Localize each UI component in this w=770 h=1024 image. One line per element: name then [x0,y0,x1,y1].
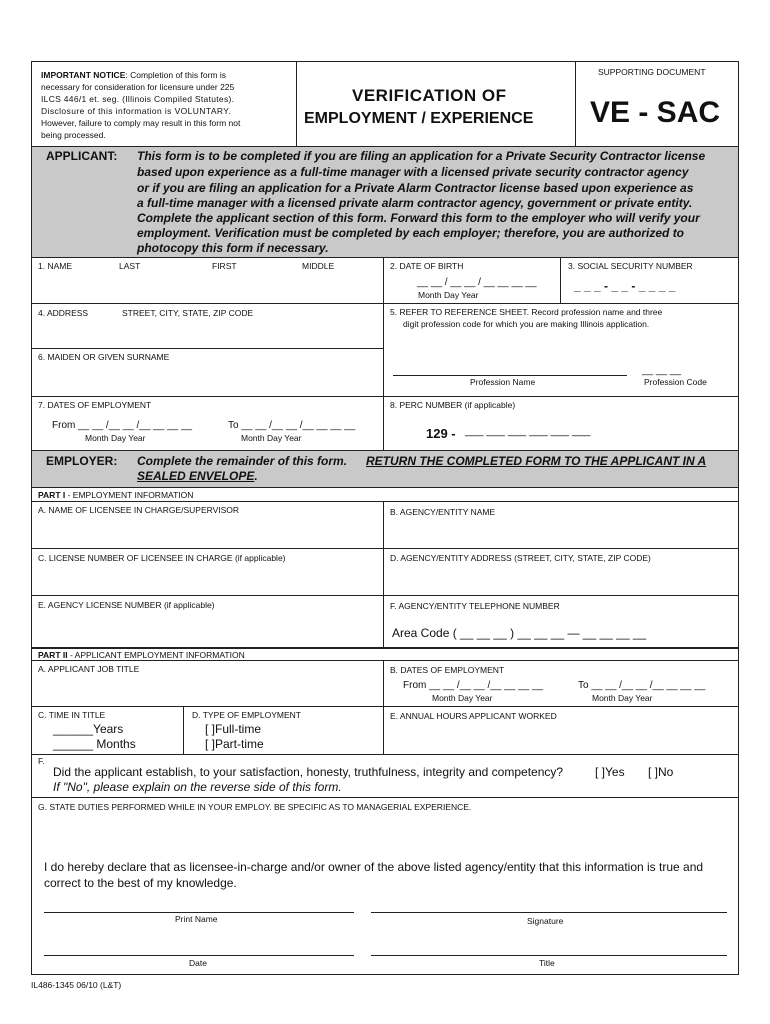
name-input[interactable] [34,274,380,300]
part1-f-label: F. AGENCY/ENTITY TELEPHONE NUMBER [390,601,560,611]
declaration-line2: correct to the best of my knowledge. [44,876,237,890]
annual-hours-input[interactable] [386,724,736,752]
part1-a-label: A. NAME OF LICENSEE IN CHARGE/SUPERVISOR [38,505,240,515]
employer-instruction: Complete the remainder of this form. [137,454,348,468]
months-input[interactable]: ______ Months [53,737,136,751]
profession-name-label: Profession Name [470,377,536,387]
employer-return-text: RETURN THE COMPLETED FORM TO THE APPLICANT IN A [366,454,707,468]
profession-code-input[interactable]: __ __ __ [642,365,681,376]
declaration-line1: I do hereby declare that as licensee-in-charge and/or owner of the above listed agency/entity that this information is true and [44,860,704,874]
profession-code-label: Profession Code [644,377,707,387]
applicant-label: APPLICANT: [46,149,118,163]
employer-envelope: SEALED ENVELOPE. [137,469,258,483]
part2-b-label: B. DATES OF EMPLOYMENT [390,665,505,675]
signature-line[interactable] [371,912,727,913]
dob-input[interactable]: __ __ / __ __ / __ __ __ __ [417,277,537,288]
profession-name-line[interactable] [393,375,627,376]
emp-from-input[interactable]: From __ __ /__ __ /__ __ __ __ [403,680,544,691]
part1-e-label: E. AGENCY LICENSE NUMBER (if applicable) [38,600,215,610]
form-title-line1: VERIFICATION OF [352,86,507,105]
part1-c-label: C. LICENSE NUMBER OF LICENSEE IN CHARGE (if applicable) [38,553,286,563]
title-line[interactable] [371,955,727,956]
dates-label: 7. DATES OF EMPLOYMENT [38,400,152,410]
name-last: LAST [119,261,141,271]
address-input[interactable] [34,320,380,346]
job-title-input[interactable] [34,677,380,704]
license-number-input[interactable] [34,566,380,593]
dates-from-sub: Month Day Year [85,433,146,443]
address-sub: STREET, CITY, STATE, ZIP CODE [122,308,254,318]
dates-to-input[interactable]: To __ __ /__ __ /__ __ __ __ [228,420,356,431]
emp-from-sub: Month Day Year [432,693,493,703]
part2-d-label: D. TYPE OF EMPLOYMENT [192,710,301,720]
dob-label: 2. DATE OF BIRTH [390,261,464,271]
name-label: 1. NAME [38,261,73,271]
part2-a-label: A. APPLICANT JOB TITLE [38,664,140,674]
date-label: Date [189,958,207,968]
emp-to-sub: Month Day Year [592,693,653,703]
print-name-line[interactable] [44,912,354,913]
notice-line: necessary for consideration for licensure under 225 [41,82,235,92]
form-title-line2: EMPLOYMENT / EXPERIENCE [304,110,534,127]
perc-prefix: 129 - [426,426,456,441]
competency-no-checkbox[interactable]: [ ]No [648,765,674,779]
header-divider-2 [575,61,576,146]
part1-b-label: B. AGENCY/ENTITY NAME [390,507,496,517]
fulltime-checkbox[interactable]: [ ]Full-time [205,722,262,736]
notice-line: : Completion of this form is [125,70,226,80]
part2-title: PART II - APPLICANT EMPLOYMENT INFORMATION [38,650,245,660]
supervisor-name-input[interactable] [34,518,380,546]
agency-address-input[interactable] [386,566,736,593]
title-label: Title [539,958,555,968]
notice-line: being processed. [41,130,106,140]
form-footer-code: IL486-1345 06/10 (L&T) [31,980,122,990]
part1-title: PART I - EMPLOYMENT INFORMATION [38,490,194,500]
agency-license-input[interactable] [34,613,380,645]
date-line[interactable] [44,955,354,956]
perc-label: 8. PERC NUMBER (if applicable) [390,400,516,410]
part1-d-label: D. AGENCY/ENTITY ADDRESS (STREET, CITY, STATE, ZIP CODE) [390,553,651,563]
maiden-input[interactable] [34,364,380,394]
notice-line: ILCS 446/1 et. seg. (Illinois Compiled Statutes). [41,94,235,104]
notice-line: However, failure to comply may result in this form not [41,118,241,128]
parttime-checkbox[interactable]: [ ]Part-time [205,737,264,751]
reference-line2: digit profession code for which you are making Illinois application. [403,319,650,329]
maiden-label: 6. MAIDEN OR GIVEN SURNAME [38,352,170,362]
telephone-input[interactable]: Area Code ( __ __ __ ) __ __ __ — __ __ __ __ [392,626,647,640]
perc-input[interactable]: ___ ___ ___ ___ ___ ___ [465,425,591,437]
notice-line: Disclosure of this information is VOLUNTARY. [41,106,232,116]
part2-f-label: F. [38,756,45,766]
dates-to-sub: Month Day Year [241,433,302,443]
dob-sub: Month Day Year [418,290,479,300]
explain-note: If "No", please explain on the reverse side of this form. [53,780,342,794]
name-middle: MIDDLE [302,261,335,271]
agency-name-input[interactable] [386,520,736,546]
dates-from-input[interactable]: From __ __ /__ __ /__ __ __ __ [52,420,193,431]
part2-g-label: G. STATE DUTIES PERFORMED WHILE IN YOUR EMPLOY. BE SPECIFIC AS TO MANAGERIAL EXPERIENCE. [38,802,472,812]
duties-input[interactable] [34,815,736,855]
print-name-label: Print Name [175,914,218,924]
reference-line1: 5. REFER TO REFERENCE SHEET. Record profession name and three [390,307,663,317]
part2-c-label: C. TIME IN TITLE [38,710,106,720]
ssn-label: 3. SOCIAL SECURITY NUMBER [568,261,693,271]
name-first: FIRST [212,261,237,271]
header-divider-1 [296,61,297,146]
notice-label: IMPORTANT NOTICE [41,70,126,80]
ssn-input[interactable]: _ _ _ - _ _ - _ _ _ _ [574,279,676,293]
supporting-document: SUPPORTING DOCUMENT [598,67,706,77]
years-input[interactable]: ______Years [53,722,124,736]
signature-label: Signature [527,916,564,926]
address-label: 4. ADDRESS [38,308,89,318]
part2-e-label: E. ANNUAL HOURS APPLICANT WORKED [390,711,557,721]
competency-yes-checkbox[interactable]: [ ]Yes [595,765,625,779]
form-code: VE - SAC [590,96,721,129]
competency-question: Did the applicant establish, to your satisfaction, honesty, truthfulness, integrity and competency? [53,765,564,779]
employer-label: EMPLOYER: [46,454,118,468]
emp-to-input[interactable]: To __ __ /__ __ /__ __ __ __ [578,680,706,691]
